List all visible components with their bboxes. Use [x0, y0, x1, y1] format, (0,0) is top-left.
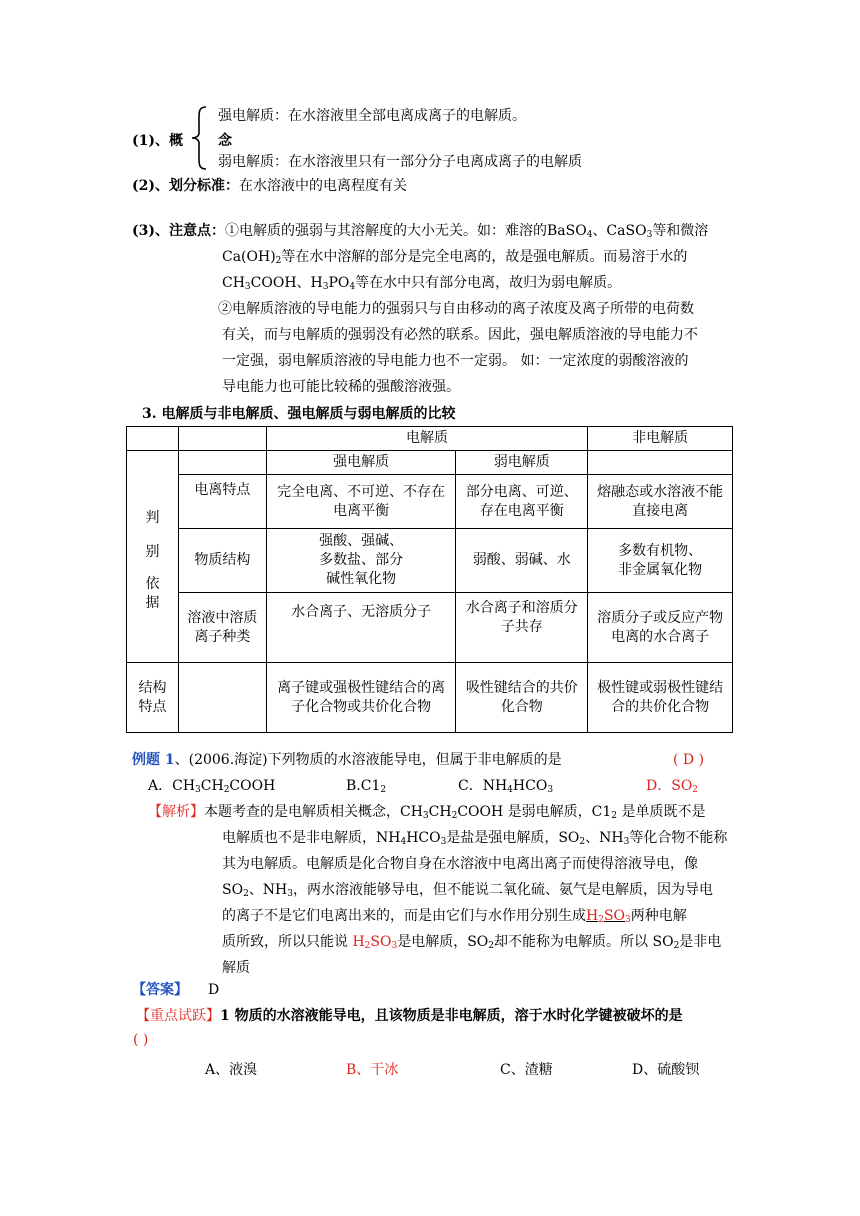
practice-option-b: B、干冰: [346, 1062, 399, 1078]
judge-char: 判: [145, 509, 160, 526]
cell-non-structure: [588, 529, 733, 593]
table-row: [127, 529, 733, 593]
option-d: [646, 776, 698, 796]
judge-char: 别: [145, 543, 160, 560]
notes-label: (3)、注意点：: [132, 223, 225, 239]
analysis-text: SO: [222, 882, 244, 898]
analysis-line-6: [222, 932, 721, 952]
analysis-label: 【解析】: [148, 804, 204, 820]
notes-line-3: [222, 273, 621, 293]
analysis-text: 是盐是强电解质，SO: [446, 830, 580, 846]
cell-line: 特点: [138, 698, 167, 715]
practice-bracket: ( ): [133, 1032, 149, 1048]
subscript: 2: [598, 915, 604, 925]
judge-char: 据: [145, 594, 160, 611]
table-row: [127, 451, 733, 475]
subscript: 3: [391, 941, 398, 951]
subscript: 4: [400, 837, 407, 847]
notes-p2-line-4: 导电能力也可能比较稀的强酸溶液强。: [222, 379, 460, 395]
option-text: HCO: [512, 778, 548, 794]
notes-line-2: [222, 247, 687, 267]
subscript: 4: [586, 230, 593, 240]
answer-label: 【答案】: [132, 982, 188, 998]
row-label-structural-feature: [127, 663, 179, 733]
strong-electrolyte-definition: 强电解质：在水溶液里全部电离成离子的电解质。: [218, 108, 526, 124]
practice-option-c: C、渣糖: [500, 1062, 553, 1078]
section-3-title: 3. 电解质与非电解质、强电解质与弱电解质的比较: [142, 406, 456, 422]
brace-icon: [190, 105, 208, 171]
option-c: [458, 776, 553, 796]
example-label: 例题 1: [132, 752, 175, 768]
analysis-text: COOH 是弱电解质，C1: [457, 804, 612, 820]
analysis-text: 、NH: [585, 830, 624, 846]
row-label-ionization: 电离特点: [178, 475, 266, 529]
analysis-line-1: [148, 802, 705, 822]
notes-text: 、CaSO: [592, 223, 647, 239]
option-text: A．CH: [148, 778, 196, 794]
notes-text: Ca(OH): [222, 249, 276, 265]
table-row: [127, 593, 733, 663]
notes-p2-line-2: 有关，而与电解质的强弱没有必然的联系。因此，强电解质溶液的导电能力不: [222, 327, 698, 343]
practice-option-d: D、硫酸钡: [632, 1062, 700, 1078]
practice-stem: [136, 1006, 683, 1026]
header-non-electrolyte: 非电解质: [588, 427, 733, 451]
option-text: B.C1: [346, 778, 381, 794]
subscript: 3: [440, 837, 447, 847]
notes-text: COOH、H: [250, 275, 323, 291]
subscript: 2: [488, 941, 495, 951]
analysis-text: 是单质既不是: [617, 804, 706, 820]
subscript: 2: [364, 941, 371, 951]
table-row: [127, 427, 733, 451]
notes-text: ①电解质的强弱与其溶解度的大小无关。如：难溶的BaSO: [225, 223, 587, 239]
notes-text: 等和微溶: [652, 223, 709, 239]
subscript: 3: [244, 282, 251, 292]
weak-electrolyte-definition: 弱电解质：在水溶液里只有一部分分子电离成离子的电解质: [218, 154, 582, 170]
judge-char: 依: [145, 575, 160, 592]
subscript: 2: [243, 889, 249, 899]
notes-line-1: [132, 221, 708, 241]
practice-option-a: A、液溴: [205, 1062, 258, 1078]
judge-basis-cell: [127, 451, 179, 663]
answer: [132, 980, 219, 1000]
subscript: 3: [195, 785, 201, 795]
analysis-text: 的离子不是它们电离出来的，而是由它们与水作用分别生成: [222, 908, 586, 924]
table-cell: [127, 427, 179, 451]
analysis-text: CH: [428, 804, 452, 820]
subscript: 2: [223, 785, 230, 795]
concept-label-2: 念: [218, 133, 232, 149]
analysis-line-4: [222, 880, 713, 900]
example-answer-bracket: ( D ): [673, 752, 705, 768]
option-text: CH: [200, 778, 224, 794]
analysis-text: H: [352, 934, 365, 950]
analysis-line-5: [222, 906, 687, 926]
subscript: 4: [507, 785, 513, 795]
option-b: [346, 776, 386, 796]
analysis-text: 是电解质，SO: [397, 934, 489, 950]
example-stem: [132, 750, 562, 770]
cell-weak-feature: 吸性键结合的共价化合物: [456, 663, 588, 733]
row-label-structure: 物质结构: [178, 529, 266, 593]
analysis-text: ，两水溶液能够导电，但不能说二氧化硫、氨气是电解质，因为导电: [293, 882, 714, 898]
criterion-text: 在水溶液中的电离程度有关: [239, 178, 407, 194]
cell-weak-ions: 水合离子和溶质分子共存: [456, 593, 588, 663]
example-stem-text: 、(2006.海淀)下列物质的水溶液能导电，但属于非电解质的是: [174, 752, 562, 768]
notes-p2-line-3: 一定强，弱电解质溶液的导电能力也不一定弱。 如：一定浓度的弱酸溶液的: [222, 353, 689, 369]
practice-label: 【重点试跃】: [136, 1008, 220, 1024]
analysis-text: SO: [603, 908, 626, 924]
cell-strong-ionization: 完全电离、不可逆、不存在电离平衡: [266, 475, 456, 529]
subscript: 3: [646, 230, 653, 240]
analysis-text: HCO: [406, 830, 441, 846]
cell-non-feature: 极性键或弱极性键结合的共价化合物: [588, 663, 733, 733]
cell-strong-structure: [266, 529, 456, 593]
criterion-label: (2)、划分标准：: [132, 178, 239, 194]
table-cell: [178, 427, 266, 451]
concept-label: (1)、概: [132, 133, 183, 149]
notes-text: CH: [222, 275, 245, 291]
option-a: [148, 776, 275, 796]
subscript: 2: [692, 785, 699, 795]
analysis-text: SO: [370, 934, 392, 950]
table-row: [127, 475, 733, 529]
cell-line: 碱性氧化物: [326, 571, 397, 587]
header-electrolyte: 电解质: [266, 427, 587, 451]
practice-stem-text: 1 物质的水溶液能导电，且该物质是非电解质，溶于水时化学键被破坏的是: [220, 1008, 683, 1024]
cell-strong-feature: 离子键或强极性键结合的离子化合物或共价化合物: [266, 663, 456, 733]
table-cell: [178, 451, 266, 475]
cell-line: 结构: [138, 679, 167, 696]
comparison-table: [126, 426, 733, 733]
cell-non-ionization: 熔融态或水溶液不能直接电离: [588, 475, 733, 529]
analysis-text: 质所致，所以只能说: [222, 934, 353, 950]
option-text: C．NH: [458, 778, 508, 794]
cell-strong-ions: 水合离子、无溶质分子: [266, 593, 456, 663]
subscript: 4: [349, 282, 356, 292]
subscript: 3: [287, 889, 294, 899]
criterion: [132, 176, 407, 196]
analysis-text: 本题考查的是电解质相关概念，CH: [204, 804, 423, 820]
cell-line: 非金属氧化物: [618, 561, 703, 578]
table-cell: [588, 451, 733, 475]
subscript: 2: [579, 837, 586, 847]
subscript: 3: [422, 811, 429, 821]
subscript: 3: [322, 282, 329, 292]
cell-non-ions: 溶质分子或反应产物电离的水合离子: [588, 593, 733, 663]
header-strong: 强电解质: [266, 451, 456, 475]
option-text: D．SO: [646, 778, 693, 794]
analysis-text: 等化合物不能称: [629, 830, 728, 846]
notes-p2-line-1: ②电解质溶液的导电能力的强弱只与自由移动的离子浓度及离子所带的电荷数: [218, 301, 694, 317]
row-label-ions: 溶液中溶质离子种类: [178, 593, 266, 663]
analysis-text: 电解质也不是非电解质，NH: [222, 830, 401, 846]
table-cell: [178, 663, 266, 733]
analysis-text: H: [586, 908, 599, 924]
notes-text: PO: [328, 275, 350, 291]
subscript: 3: [625, 915, 631, 925]
analysis-line-2: [222, 828, 727, 848]
answer-value: D: [208, 982, 220, 998]
option-text: COOH: [229, 778, 276, 794]
subscript: 2: [380, 785, 387, 795]
subscript: 2: [275, 256, 282, 266]
subscript: 2: [451, 811, 458, 821]
notes-text: 等在水中只有部分电离，故归为弱电解质。: [355, 275, 622, 291]
notes-text: 等在水中溶解的部分是完全电离的，故是强电解质。而易溶于水的: [281, 249, 688, 265]
analysis-text: 是非电: [679, 934, 722, 950]
analysis-text: 、NH: [248, 882, 288, 898]
analysis-line-7: 解质: [222, 960, 250, 976]
subscript: 2: [611, 811, 617, 821]
cell-line: 多数有机物、: [618, 542, 703, 559]
analysis-text: 两种电解: [630, 908, 687, 924]
analysis-text: 却不能称为电解质。所以 SO: [494, 934, 674, 950]
subscript: 2: [673, 941, 680, 951]
table-row: [127, 663, 733, 733]
cell-weak-structure: 弱酸、弱碱、水: [456, 529, 588, 593]
subscript: 3: [623, 837, 630, 847]
subscript: 3: [547, 785, 554, 795]
header-weak: 弱电解质: [456, 451, 588, 475]
cell-line: 强酸、强碱、: [319, 533, 404, 549]
analysis-line-3: 其为电解质。电解质是化合物自身在水溶液中电离出离子而使得溶液导电，像: [222, 856, 698, 872]
cell-weak-ionization: 部分电离、可逆、存在电离平衡: [456, 475, 588, 529]
cell-line: 多数盐、部分: [319, 552, 404, 568]
